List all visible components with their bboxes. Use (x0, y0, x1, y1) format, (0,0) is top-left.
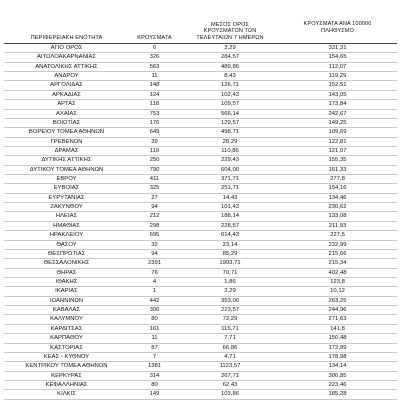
per100k-cell: 10,12 (330, 288, 345, 295)
avg7-cell: 498,71 (220, 129, 240, 136)
region-cell: ΗΛΕΙΑΣ (55, 213, 78, 220)
avg7-cell: 85,29 (222, 250, 238, 257)
per100k-header-line2: ΠΛΗΘΥΣΜΟ (321, 27, 354, 34)
cases-cell: 148 (149, 82, 160, 89)
region-cell: ΑΡΓΟΛΙΔΑΣ (50, 82, 83, 89)
region-cell: ΚΑΡΠΑΘΟΥ (50, 335, 83, 342)
cases-cell: 149 (149, 391, 160, 398)
per100k-cell: 402,48 (328, 269, 347, 276)
per100k-cell: 141,8 (330, 325, 345, 332)
per100k-cell: 244,96 (328, 307, 347, 314)
region-cell: ΑΓΙΟ ΟΡΟΣ (50, 45, 83, 51)
table-header (4, 1, 397, 44)
table-row (4, 222, 397, 231)
cases-cell: 325 (149, 185, 160, 192)
region-cell: ΑΝΑΤΟΛΙΚΗΣ ΑΤΤΙΚΗΣ (35, 63, 98, 70)
per100k-cell: 123,8 (330, 278, 345, 285)
cases-cell: 1381 (147, 363, 162, 370)
table-row (4, 315, 397, 324)
cases-cell: 306 (149, 307, 160, 314)
table-row (4, 44, 397, 53)
avg7-cell: 109,57 (220, 101, 240, 108)
region-cell: ΚΑΒΑΛΑΣ (52, 307, 81, 314)
per100k-cell: 242,67 (328, 110, 347, 117)
avg7-cell: 284,57 (220, 54, 240, 61)
region-cell: ΑΝΔΡΟΥ (54, 73, 79, 80)
region-cell: ΓΡΕΒΕΝΩΝ (50, 138, 83, 145)
per100k-cell: 121,07 (328, 147, 347, 154)
avg7-cell: 62,43 (222, 381, 238, 388)
per100k-cell: 119,29 (328, 73, 347, 80)
per100k-cell: 109,69 (328, 129, 347, 136)
table-row (4, 110, 397, 119)
table-row (4, 353, 397, 362)
avg7-cell: 3,29 (224, 45, 236, 51)
cases-cell: 6 (152, 45, 157, 51)
table-row (4, 231, 397, 240)
avg7-cell: 129,57 (220, 119, 240, 126)
table-row (4, 212, 397, 221)
cases-cell: 212 (149, 213, 160, 220)
per100k-cell: 150,48 (328, 335, 347, 342)
per100k-cell: 134,14 (328, 363, 347, 370)
cases-cell: 250 (149, 157, 160, 164)
region-column-header: ΠΕΡΙΦΕΡΕΙΑΚΗ ΕΝΟΤΗΤΑ (30, 34, 103, 41)
table-row (4, 381, 397, 390)
region-cell: ΚΕΑΣ - ΚΥΘΝΟΥ (43, 353, 90, 360)
cases-cell: 2391 (147, 260, 162, 267)
avg7-cell: 28,29 (222, 138, 238, 145)
cases-cell: 161 (149, 325, 160, 332)
per100k-cell: 154,16 (328, 185, 347, 192)
cases-cell: 695 (149, 232, 160, 239)
per100k-cell: 143,05 (328, 91, 347, 98)
avg7-cell: 7,71 (224, 335, 236, 342)
avg7-cell: 72,29 (222, 316, 238, 323)
cases-cell: 119 (149, 147, 160, 154)
region-cell: ΘΗΡΑΣ (56, 269, 77, 276)
per100k-header-line1: ΚΡΟΥΣΜΑΤΑ ΑΝΑ 100000 (303, 21, 372, 28)
avg7-cell: 126,71 (220, 82, 240, 89)
region-cell: ΔΥΤΙΚΗΣ ΑΤΤΙΚΗΣ (41, 157, 92, 164)
table-row (4, 259, 397, 268)
per100k-cell: 149,25 (328, 119, 347, 126)
avg7-cell: 23,14 (222, 241, 238, 248)
avg7-cell: 14,43 (222, 194, 238, 201)
table-row (4, 91, 397, 100)
avg7-cell: 4,71 (224, 353, 236, 360)
avg7-cell: 267,71 (220, 372, 240, 379)
region-cell: ΙΘΑΚΗΣ (55, 278, 78, 285)
avg7-cell: 1123,57 (219, 363, 241, 370)
region-cell: ΚΕΦΑΛΛΗΝΙΑΣ (45, 381, 88, 388)
region-cell: ΑΧΑΪΑΣ (56, 110, 77, 117)
region-cell: ΒΟΡΕΙΟΥ ΤΟΜΕΑ ΑΘΗΝΩΝ (28, 129, 105, 136)
table-row (4, 325, 397, 334)
avg7-cell: 489,86 (220, 63, 240, 70)
cases-cell: 39 (151, 138, 158, 145)
region-cell: ΔΥΤΙΚΟΥ ΤΟΜΕΑ ΑΘΗΝΩΝ (29, 166, 104, 173)
cases-cell: 4 (152, 278, 157, 285)
table-row (4, 362, 397, 371)
region-cell: ΖΑΚΥΝΘΟΥ (50, 204, 83, 211)
per100k-cell: 271,63 (328, 316, 347, 323)
table-row (4, 184, 397, 193)
region-cell: ΒΟΙΩΤΙΑΣ (52, 119, 81, 126)
cases-cell: 87 (151, 344, 158, 351)
table-body (4, 44, 397, 400)
per100k-cell: 155,35 (328, 157, 347, 164)
region-cell: ΔΡΑΜΑΣ (54, 147, 79, 154)
avg7-cell: 8,43 (224, 73, 236, 80)
cases-cell: 176 (149, 119, 160, 126)
avg7-cell: 102,43 (220, 91, 240, 98)
table-row (4, 147, 397, 156)
per100k-cell: 232,99 (328, 241, 347, 248)
avg7-cell: 66,86 (222, 344, 238, 351)
region-cell: ΘΕΣΣΑΛΟΝΙΚΗΣ (43, 260, 90, 267)
table-row (4, 344, 397, 353)
per100k-cell: 173,84 (328, 101, 347, 108)
per100k-cell: 230,62 (328, 204, 347, 211)
region-cell: ΑΡΤΑΣ (57, 101, 76, 108)
table-row (4, 166, 397, 175)
avg7-cell: 353,00 (220, 297, 240, 304)
region-cell: ΚΕΝΤΡΙΚΟΥ ΤΟΜΕΑ ΑΘΗΝΩΝ (25, 363, 108, 370)
avg7-cell: 251,71 (220, 185, 240, 192)
per100k-cell: 178,98 (328, 353, 347, 360)
per100k-cell: 161,33 (328, 166, 347, 173)
avg7-cell: 614,43 (220, 232, 240, 239)
table-row (4, 250, 397, 259)
region-cell: ΑΡΚΑΔΙΑΣ (52, 91, 81, 98)
cases-cell: 326 (149, 54, 160, 61)
per100k-cell: 215,34 (328, 260, 347, 267)
per100k-cell: 133,08 (328, 213, 347, 220)
per100k-cell: 122,81 (328, 138, 347, 145)
table-row (4, 241, 397, 250)
cases-cell: 314 (149, 372, 160, 379)
region-cell: ΕΒΡΟΥ (56, 176, 77, 183)
cases-cell: 76 (151, 269, 158, 276)
per100k-cell: 211,93 (328, 222, 347, 229)
table-row (4, 287, 397, 296)
per100k-cell: 154,65 (328, 54, 347, 61)
cases-cell: 118 (149, 101, 160, 108)
cases-cell: 80 (151, 381, 158, 388)
table-row (4, 175, 397, 184)
avg7-header-line1: ΜΕΣΟΣ ΟΡΟΣ (210, 21, 250, 28)
table-row (4, 81, 397, 90)
table-row (4, 138, 397, 147)
region-cell: ΚΑΣΤΟΡΙΑΣ (50, 344, 83, 351)
per100k-cell: 185,28 (328, 391, 347, 398)
cases-table (4, 1, 397, 400)
table-row (4, 128, 397, 137)
per100k-cell: 300,85 (328, 372, 347, 379)
cases-cell: 94 (151, 204, 158, 211)
avg7-cell: 1993,71 (219, 260, 241, 267)
table-row (4, 278, 397, 287)
cases-cell: 124 (149, 91, 160, 98)
cases-cell: 411 (149, 176, 160, 183)
avg7-header-line3: ΤΕΛΕΥΤΑΙΩΝ 7 ΗΜΕΡΩΝ (196, 34, 264, 41)
table-row (4, 306, 397, 315)
table-row (4, 156, 397, 165)
avg7-cell: 3,29 (224, 288, 236, 295)
region-cell: ΚΕΡΚΥΡΑΣ (51, 372, 82, 379)
avg7-cell: 103,86 (220, 391, 240, 398)
per100k-cell: 112,07 (328, 63, 347, 70)
cases-cell: 298 (149, 222, 160, 229)
cases-cell: 94 (151, 250, 158, 257)
per100k-cell: 215,66 (328, 250, 347, 257)
cases-cell: 80 (151, 316, 158, 323)
per100k-cell: 277,8 (330, 176, 345, 183)
avg7-cell: 229,43 (220, 157, 240, 164)
avg7-cell: 101,43 (220, 204, 240, 211)
table-row (4, 72, 397, 81)
region-cell: ΕΥΡΥΤΑΝΙΑΣ (48, 194, 85, 201)
table-row (4, 269, 397, 278)
table-row (4, 372, 397, 381)
region-cell: ΕΥΒΟΙΑΣ (53, 185, 80, 192)
cases-cell: 649 (149, 129, 160, 136)
avg7-cell: 1,86 (224, 278, 236, 285)
table-row (4, 100, 397, 109)
region-cell: ΘΕΣΠΡΩΤΙΑΣ (47, 250, 86, 257)
avg7-cell: 110,86 (221, 147, 239, 154)
table-row (4, 203, 397, 212)
cases-cell: 753 (149, 110, 160, 117)
per100k-cell: 263,25 (328, 297, 347, 304)
table-row (4, 194, 397, 203)
cases-cell: 11 (151, 73, 158, 80)
region-cell: ΘΑΣΟΥ (56, 241, 77, 248)
per100k-cell: 172,89 (328, 344, 347, 351)
avg7-cell: 371,71 (220, 176, 240, 183)
table-row (4, 390, 397, 399)
region-cell: ΗΜΑΘΙΑΣ (53, 222, 80, 229)
region-cell: ΑΙΤΩΛΟΑΚΑΡΝΑΝΙΑΣ (36, 54, 97, 61)
cases-cell: 1 (152, 288, 157, 295)
cases-cell: 563 (149, 63, 160, 70)
avg7-cell: 115,71 (221, 325, 239, 332)
per100k-cell: 152,51 (328, 82, 347, 89)
table-row (4, 297, 397, 306)
avg7-column-header (180, 22, 280, 41)
cases-cell: 7 (152, 353, 157, 360)
cases-column-header: ΚΡΟΥΣΜΑΤΑ (137, 34, 172, 41)
avg7-header-line2: ΚΡΟΥΣΜΑΤΩΝ ΤΩΝ (203, 28, 257, 35)
table-row (4, 53, 397, 62)
table-row (4, 63, 397, 72)
avg7-cell: 604,00 (220, 166, 240, 173)
avg7-cell: 228,57 (220, 222, 240, 229)
cases-cell: 32 (151, 241, 158, 248)
avg7-cell: 70,71 (222, 269, 238, 276)
per100k-column-header (280, 21, 395, 34)
region-cell: ΙΚΑΡΙΑΣ (55, 288, 78, 295)
per100k-cell: 134,46 (328, 194, 347, 201)
region-cell: ΙΩΑΝΝΙΝΩΝ (49, 297, 84, 304)
per100k-cell: 223,46 (328, 381, 347, 388)
avg7-cell: 566,14 (220, 110, 240, 117)
avg7-cell: 223,57 (220, 307, 240, 314)
cases-cell: 27 (151, 194, 158, 201)
per100k-cell: 227,5 (330, 232, 345, 239)
region-cell: ΚΑΛΥΜΝΟΥ (50, 316, 83, 323)
per100k-cell: 331,31 (328, 45, 347, 51)
avg7-cell: 188,14 (220, 213, 240, 220)
table-row (4, 334, 397, 343)
region-cell: ΚΙΛΚΙΣ (57, 391, 76, 398)
cases-cell: 790 (149, 166, 160, 173)
table-row (4, 119, 397, 128)
region-cell: ΗΡΑΚΛΕΙΟΥ (49, 232, 84, 239)
cases-cell: 442 (149, 297, 160, 304)
cases-cell: 11 (151, 335, 158, 342)
region-cell: ΚΑΡΔΙΤΣΑΣ (50, 325, 83, 332)
